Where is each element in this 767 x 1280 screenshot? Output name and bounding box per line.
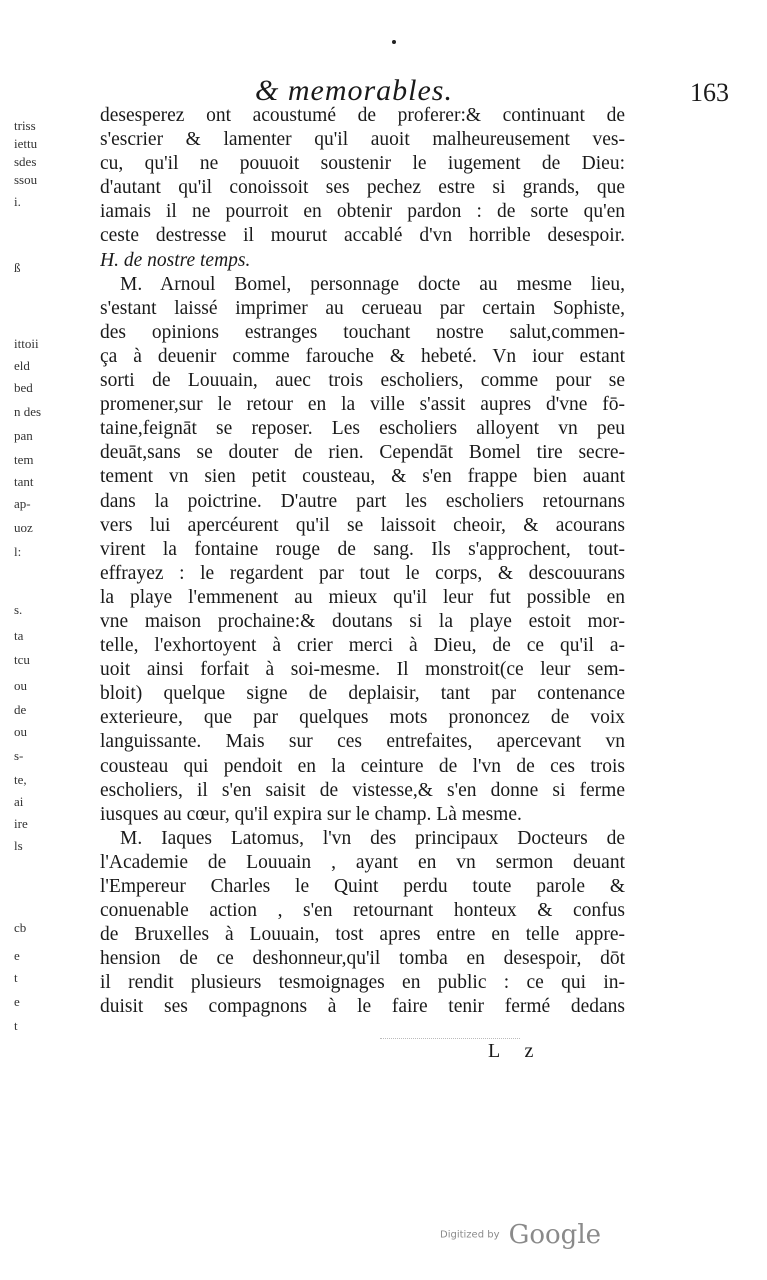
margin-fragment: t — [14, 970, 18, 985]
text-line: il rendit plusieurs tesmoignages en public : ce qui in- — [100, 972, 625, 994]
margin-fragment: ou — [14, 724, 27, 739]
margin-fragment: s. — [14, 602, 23, 617]
signature-mark: L z — [488, 1040, 544, 1062]
margin-fragment: i. — [14, 194, 21, 209]
margin-fragment: iettu — [14, 136, 38, 151]
margin-fragment: ittoii — [14, 336, 39, 351]
google-logo-text: Google — [508, 1220, 602, 1250]
text-line: sorti de Louuain, auec trois escholiers, comme pour se — [100, 370, 625, 392]
margin-fragment: uoz — [14, 520, 33, 535]
margin-fragment: l: — [14, 544, 22, 559]
margin-fragment: tem — [14, 452, 34, 467]
margin-fragment: ß — [14, 260, 21, 275]
text-line: M. Iaques Latomus, l'vn des principaux Docteurs de — [120, 827, 625, 849]
text-line: M. Arnoul Bomel, personnage docte au mesme lieu, — [120, 273, 625, 295]
margin-fragment: cb — [14, 920, 27, 935]
text-line: languissante. Mais sur ces entrefaites, apercevant vn — [100, 731, 625, 753]
text-line: deuāt,sans se douter de rien. Cependāt Bomel tire secre- — [100, 442, 625, 464]
margin-fragment: tcu — [14, 652, 30, 667]
digitized-watermark — [440, 1220, 601, 1250]
margin-fragment: ap- — [14, 496, 31, 511]
margin-fragment: ls — [14, 838, 23, 853]
margin-fragment: ssou — [14, 172, 38, 187]
text-line: bloit) quelque signe de deplaisir, tant par contenance — [100, 683, 625, 705]
text-line: cu, qu'il ne pouuoit soustenir le iugement de Dieu: — [100, 153, 625, 175]
page-number: 163 — [690, 78, 729, 107]
text-line: s'escrier & lamenter qu'il auoit malheureusement ves- — [100, 129, 625, 151]
text-line: l'Academie de Louuain , ayant en vn sermon deuant — [100, 851, 625, 873]
margin-fragment: n des — [14, 404, 42, 419]
text-line: promener,sur le retour en la ville s'assit aupres d'vne fō- — [100, 394, 625, 416]
text-line: iusques au cœur, qu'il expira sur le champ. Là mesme. — [100, 803, 522, 825]
margin-fragment: e — [14, 948, 20, 963]
text-line: vne maison prochaine:& doutans si la playe estoit mor- — [100, 610, 625, 632]
text-line: conuenable action , s'en retournant honteux & confus — [100, 900, 625, 922]
text-line: dans la poictrine. D'autre part les escholiers retournans — [100, 490, 625, 512]
text-line: telle, l'exhortoyent à crier merci à Dieu, de ce qu'il a- — [100, 635, 625, 657]
text-line: uoit ainsi forfait à soi-mesme. Il monstroit(ce leur sem- — [100, 659, 625, 681]
body-text — [100, 104, 625, 1020]
margin-fragment: t — [14, 1018, 18, 1033]
text-line: cousteau qui pendoit en la ceinture de l'vn de ces trois — [100, 755, 625, 777]
text-line: hension de ce deshonneur,qu'il tomba en desespoir, dōt — [100, 948, 625, 970]
text-line: escholiers, il s'en saisit de vistesse,& s'en donne si ferme — [100, 779, 625, 801]
text-line: iamais il ne pourroit en obtenir pardon : de sorte qu'en — [100, 201, 625, 223]
text-line: ceste destresse il mourut accablé d'vn horrible desespoir. — [100, 225, 625, 247]
text-line: taine,feignāt se reposer. Les escholiers alloyent vn peu — [100, 418, 625, 440]
margin-fragment: ta — [14, 628, 24, 643]
text-line: tement vn sien petit cousteau, & s'en frappe bien auant — [100, 466, 625, 488]
text-line: ça à deuenir comme farouche & hebeté. Vn iour estant — [100, 345, 625, 367]
running-title: & memorables. — [255, 74, 453, 107]
faint-rule — [380, 1038, 520, 1039]
text-line: l'Empereur Charles le Quint perdu toute parole & — [100, 876, 625, 897]
text-line: de Bruxelles à Louuain, tost apres entre en telle appre- — [100, 924, 625, 946]
margin-fragment: triss — [14, 118, 36, 133]
text-line: vers lui apercéurent qu'il se laissoit cheoir, & acourans — [100, 514, 625, 536]
margin-fragment: ou — [14, 678, 27, 693]
text-line: la playe l'emmenent au mieux qu'il leur fut possible en — [100, 586, 625, 608]
text-line: duisit ses compagnons à le faire tenir fermé dedans — [100, 996, 625, 1018]
margin-fragment: eld — [14, 358, 30, 373]
margin-fragment: ai — [14, 794, 24, 809]
ink-dot — [392, 40, 396, 44]
text-line: s'estant laissé imprimer au cerueau par certain Sophiste, — [100, 297, 625, 319]
margin-fragment: pan — [14, 428, 33, 443]
text-line: d'autant qu'il conoissoit ses pechez estre si grands, que — [100, 177, 625, 199]
text-line: desesperez ont acoustumé de proferer:& continuant de — [100, 105, 625, 126]
margin-fragment: de — [14, 702, 27, 717]
margin-fragment: sdes — [14, 154, 37, 169]
text-line: virent la fontaine rouge de sang. Ils s'approchent, tout- — [100, 538, 625, 560]
margin-fragment: s- — [14, 748, 24, 763]
margin-fragment: tant — [14, 474, 34, 489]
margin-fragment: e — [14, 994, 20, 1009]
text-line: H. de nostre temps. — [100, 249, 251, 271]
margin-fragment: te, — [14, 772, 27, 787]
margin-fragment: bed — [14, 380, 33, 395]
margin-fragment: ire — [14, 816, 28, 831]
text-line: exterieure, que par quelques mots prononcez de voix — [100, 707, 625, 729]
text-line: des opinions estranges touchant nostre salut,commen- — [100, 321, 625, 343]
text-line: effrayez : le regardent par tout le corps, & descouurans — [100, 562, 625, 584]
watermark-prefix: Digitized by — [440, 1229, 500, 1241]
